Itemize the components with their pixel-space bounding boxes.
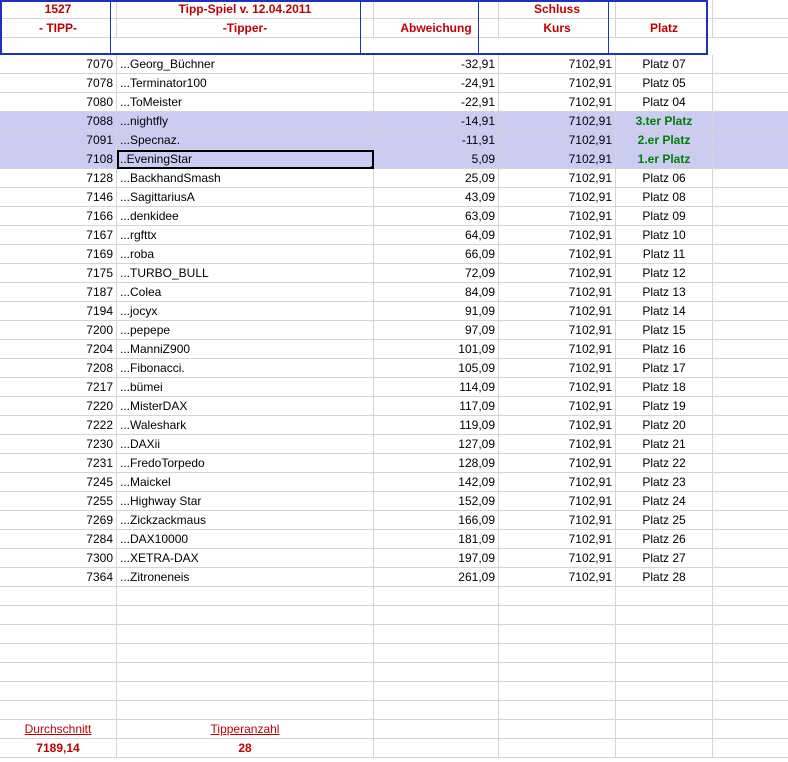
cell-tail[interactable]	[713, 416, 788, 435]
cell-platz[interactable]: 3.ter Platz	[616, 112, 713, 131]
cell-tipp[interactable]: 7166	[0, 207, 117, 226]
cell-kurs[interactable]: 7102,91	[499, 55, 616, 74]
empty-cell[interactable]	[616, 701, 713, 720]
empty-cell[interactable]	[713, 587, 788, 606]
header-divider-4	[608, 0, 609, 55]
cell-abweichung[interactable]: 43,09	[374, 188, 499, 207]
header-blank-platz	[616, 0, 713, 19]
table-row[interactable]	[0, 340, 788, 359]
empty-cell[interactable]	[374, 587, 499, 606]
empty-cell[interactable]	[713, 625, 788, 644]
cell-abweichung[interactable]: 128,09	[374, 454, 499, 473]
header-blank-abw	[374, 0, 499, 19]
cell-tipper[interactable]: ...DAXii	[117, 435, 374, 454]
cell-tipper[interactable]: ...XETRA-DAX	[117, 549, 374, 568]
cell-tipp[interactable]: 7078	[0, 74, 117, 93]
empty-row[interactable]	[0, 606, 788, 625]
cell-kurs[interactable]: 7102,91	[499, 340, 616, 359]
cell-kurs[interactable]: 7102,91	[499, 188, 616, 207]
cell-tipper[interactable]: ...TURBO_BULL	[117, 264, 374, 283]
table-row[interactable]	[0, 283, 788, 302]
cell-platz[interactable]: Platz 21	[616, 435, 713, 454]
summary-table	[0, 720, 788, 758]
cell-kurs[interactable]: 7102,91	[499, 302, 616, 321]
cell-kurs[interactable]: 7102,91	[499, 131, 616, 150]
cell-tail[interactable]	[713, 435, 788, 454]
table-row[interactable]	[0, 397, 788, 416]
cell-platz[interactable]: 2.er Platz	[616, 131, 713, 150]
cell-tipp[interactable]: 7187	[0, 283, 117, 302]
empty-cell[interactable]	[616, 682, 713, 701]
cell-tipp[interactable]: 7208	[0, 359, 117, 378]
cell-kurs[interactable]: 7102,91	[499, 416, 616, 435]
cell-platz[interactable]: 1.er Platz	[616, 150, 713, 169]
header-left-number: 1527	[0, 0, 117, 19]
cell-tipper[interactable]: ...pepepe	[117, 321, 374, 340]
cell-abweichung[interactable]: 261,09	[374, 568, 499, 587]
cell-tipp[interactable]: 7231	[0, 454, 117, 473]
cell-platz[interactable]: Platz 06	[616, 169, 713, 188]
cell-tipper[interactable]: ...MisterDAX	[117, 397, 374, 416]
cell-kurs[interactable]: 7102,91	[499, 473, 616, 492]
empty-cell[interactable]	[499, 663, 616, 682]
header-title: Tipp-Spiel v. 12.04.2011	[117, 0, 374, 19]
cell-tail[interactable]	[713, 207, 788, 226]
empty-cell[interactable]	[0, 644, 117, 663]
cell-tipp[interactable]: 7169	[0, 245, 117, 264]
cell-tail[interactable]	[713, 55, 788, 74]
cell-tipp[interactable]: 7080	[0, 93, 117, 112]
cell-tipper[interactable]: ...Specnaz.	[117, 131, 374, 150]
cell-kurs[interactable]: 7102,91	[499, 264, 616, 283]
cell-platz[interactable]: Platz 24	[616, 492, 713, 511]
cell-abweichung[interactable]: 25,09	[374, 169, 499, 188]
cell-tail[interactable]	[713, 530, 788, 549]
cell-kurs[interactable]: 7102,91	[499, 150, 616, 169]
empty-cell[interactable]	[0, 682, 117, 701]
table-row[interactable]	[0, 302, 788, 321]
cell-tipp[interactable]: 7091	[0, 131, 117, 150]
empty-cell[interactable]	[374, 606, 499, 625]
cell-tipper[interactable]: ...Zitroneneis	[117, 568, 374, 587]
cell-abweichung[interactable]: 166,09	[374, 511, 499, 530]
cell-tipp[interactable]: 7194	[0, 302, 117, 321]
empty-cell[interactable]	[117, 663, 374, 682]
column-header-platz: Platz	[616, 19, 713, 38]
cell-tail[interactable]	[713, 150, 788, 169]
cell-abweichung[interactable]: 152,09	[374, 492, 499, 511]
cell-platz[interactable]: Platz 16	[616, 340, 713, 359]
summary-durchschnitt-label: Durchschnitt	[0, 720, 117, 739]
cell-kurs[interactable]: 7102,91	[499, 112, 616, 131]
cell-platz[interactable]: Platz 10	[616, 226, 713, 245]
cell-tipp[interactable]: 7255	[0, 492, 117, 511]
empty-cell[interactable]	[117, 606, 374, 625]
cell-platz[interactable]: Platz 20	[616, 416, 713, 435]
cell-tipper[interactable]: ...roba	[117, 245, 374, 264]
empty-cell[interactable]	[616, 663, 713, 682]
cell-tail[interactable]	[713, 283, 788, 302]
summary-blank-4	[713, 720, 788, 739]
table-row[interactable]	[0, 188, 788, 207]
cell-tail[interactable]	[713, 454, 788, 473]
summary-tipperanzahl-label: Tipperanzahl	[117, 720, 374, 739]
cell-platz[interactable]: Platz 19	[616, 397, 713, 416]
cell-tipper[interactable]: ...ToMeister	[117, 93, 374, 112]
summary-blank-3	[616, 720, 713, 739]
cell-platz[interactable]: Platz 07	[616, 55, 713, 74]
cell-tipper[interactable]: ...jocyx	[117, 302, 374, 321]
cell-platz[interactable]: Platz 26	[616, 530, 713, 549]
summary-blank-7	[616, 739, 713, 758]
cell-kurs[interactable]: 7102,91	[499, 378, 616, 397]
cell-tipp[interactable]: 7230	[0, 435, 117, 454]
header-divider-1	[110, 0, 111, 55]
table-row[interactable]	[0, 169, 788, 188]
cell-tipper[interactable]: ...Colea	[117, 283, 374, 302]
empty-cell[interactable]	[499, 701, 616, 720]
empty-cell[interactable]	[0, 587, 117, 606]
cell-kurs[interactable]: 7102,91	[499, 169, 616, 188]
cell-abweichung[interactable]: 114,09	[374, 378, 499, 397]
cell-abweichung[interactable]: 66,09	[374, 245, 499, 264]
cell-platz[interactable]: Platz 23	[616, 473, 713, 492]
cell-tipp[interactable]: 7146	[0, 188, 117, 207]
cell-tipp[interactable]: 7167	[0, 226, 117, 245]
cell-tipper[interactable]: ...SagittariusA	[117, 188, 374, 207]
cell-tipp[interactable]: 7269	[0, 511, 117, 530]
cell-tipper[interactable]: ...Maickel	[117, 473, 374, 492]
cell-tail[interactable]	[713, 169, 788, 188]
cell-abweichung[interactable]: 142,09	[374, 473, 499, 492]
cell-platz[interactable]: Platz 28	[616, 568, 713, 587]
cell-tipp[interactable]: 7364	[0, 568, 117, 587]
cell-kurs[interactable]: 7102,91	[499, 93, 616, 112]
cell-tail[interactable]	[713, 359, 788, 378]
cell-abweichung[interactable]: -11,91	[374, 131, 499, 150]
cell-kurs[interactable]: 7102,91	[499, 321, 616, 340]
table-row[interactable]	[0, 245, 788, 264]
empty-cell[interactable]	[0, 701, 117, 720]
table-row[interactable]	[0, 416, 788, 435]
cell-tipp[interactable]: 7175	[0, 264, 117, 283]
empty-cell[interactable]	[374, 663, 499, 682]
cell-abweichung[interactable]: 101,09	[374, 340, 499, 359]
table-row[interactable]	[0, 264, 788, 283]
cell-abweichung[interactable]: -22,91	[374, 93, 499, 112]
table-row[interactable]	[0, 454, 788, 473]
header-row-1	[0, 0, 788, 19]
cell-platz[interactable]: Platz 13	[616, 283, 713, 302]
cell-abweichung[interactable]: 84,09	[374, 283, 499, 302]
empty-row[interactable]	[0, 682, 788, 701]
summary-durchschnitt-value: 7189,14	[0, 739, 117, 758]
table-row[interactable]	[0, 207, 788, 226]
summary-blank-1	[374, 720, 499, 739]
cell-kurs[interactable]: 7102,91	[499, 549, 616, 568]
cell-kurs[interactable]: 7102,91	[499, 226, 616, 245]
cell-kurs[interactable]: 7102,91	[499, 283, 616, 302]
cell-tipper[interactable]: ...Terminator100	[117, 74, 374, 93]
cell-tipper[interactable]: ...Zickzackmaus	[117, 511, 374, 530]
empty-cell[interactable]	[374, 644, 499, 663]
empty-cell[interactable]	[499, 606, 616, 625]
empty-cell[interactable]	[616, 587, 713, 606]
cell-kurs[interactable]: 7102,91	[499, 74, 616, 93]
cell-platz[interactable]: Platz 09	[616, 207, 713, 226]
cell-tipper[interactable]: ...BackhandSmash	[117, 169, 374, 188]
cell-tipper[interactable]: ...rgfttx	[117, 226, 374, 245]
column-header-abweichung: Abweichung	[374, 19, 499, 38]
cell-tail[interactable]	[713, 226, 788, 245]
empty-row[interactable]	[0, 644, 788, 663]
table-row[interactable]	[0, 549, 788, 568]
table-row[interactable]	[0, 74, 788, 93]
cell-platz[interactable]: Platz 05	[616, 74, 713, 93]
cell-platz[interactable]: Platz 04	[616, 93, 713, 112]
cell-tail[interactable]	[713, 321, 788, 340]
summary-blank-2	[499, 720, 616, 739]
cell-abweichung[interactable]: 63,09	[374, 207, 499, 226]
empty-cell[interactable]	[117, 625, 374, 644]
empty-row[interactable]	[0, 663, 788, 682]
cell-platz[interactable]: Platz 11	[616, 245, 713, 264]
cell-platz[interactable]: Platz 22	[616, 454, 713, 473]
table-row[interactable]	[0, 321, 788, 340]
empty-cell[interactable]	[713, 663, 788, 682]
column-header-tipp: - TIPP-	[0, 19, 117, 38]
cell-abweichung[interactable]: 105,09	[374, 359, 499, 378]
cell-kurs[interactable]: 7102,91	[499, 530, 616, 549]
cell-tail[interactable]	[713, 549, 788, 568]
cell-platz[interactable]: Platz 14	[616, 302, 713, 321]
data-table	[0, 55, 788, 720]
empty-cell[interactable]	[499, 587, 616, 606]
empty-cell[interactable]	[713, 701, 788, 720]
cell-tail[interactable]	[713, 568, 788, 587]
cell-abweichung[interactable]: -14,91	[374, 112, 499, 131]
empty-cell[interactable]	[0, 663, 117, 682]
cell-tipp[interactable]: 7108	[0, 150, 117, 169]
empty-cell[interactable]	[713, 682, 788, 701]
cell-platz[interactable]: Platz 18	[616, 378, 713, 397]
cell-kurs[interactable]: 7102,91	[499, 245, 616, 264]
cell-tipper[interactable]: ...bümei	[117, 378, 374, 397]
table-row[interactable]	[0, 112, 788, 131]
selection-handle[interactable]	[371, 166, 374, 169]
cell-abweichung[interactable]: -24,91	[374, 74, 499, 93]
summary-blank-6	[499, 739, 616, 758]
cell-tipp[interactable]: 7088	[0, 112, 117, 131]
cell-kurs[interactable]: 7102,91	[499, 207, 616, 226]
cell-tail[interactable]	[713, 397, 788, 416]
cell-kurs[interactable]: 7102,91	[499, 454, 616, 473]
summary-value-row	[0, 739, 788, 758]
table-row[interactable]	[0, 530, 788, 549]
empty-cell[interactable]	[374, 625, 499, 644]
cell-tipper[interactable]: ...Fibonacci.	[117, 359, 374, 378]
summary-label-row	[0, 720, 788, 739]
summary-blank-8	[713, 739, 788, 758]
table-row[interactable]	[0, 568, 788, 587]
cell-tipper[interactable]: ..EveningStar	[117, 150, 374, 169]
cell-kurs[interactable]: 7102,91	[499, 397, 616, 416]
cell-abweichung[interactable]: 91,09	[374, 302, 499, 321]
cell-abweichung[interactable]: 181,09	[374, 530, 499, 549]
cell-tail[interactable]	[713, 93, 788, 112]
cell-platz[interactable]: Platz 08	[616, 188, 713, 207]
cell-platz[interactable]: Platz 15	[616, 321, 713, 340]
empty-cell[interactable]	[374, 682, 499, 701]
header-blank-tail	[713, 0, 788, 19]
cell-tipper[interactable]: ...ManniZ900	[117, 340, 374, 359]
cell-tail[interactable]	[713, 188, 788, 207]
cell-tipp[interactable]: 7204	[0, 340, 117, 359]
empty-row[interactable]	[0, 587, 788, 606]
empty-row[interactable]	[0, 625, 788, 644]
header-divider-2	[360, 0, 361, 55]
cell-abweichung[interactable]: 197,09	[374, 549, 499, 568]
cell-tail[interactable]	[713, 473, 788, 492]
cell-kurs[interactable]: 7102,91	[499, 511, 616, 530]
header-divider-3	[478, 0, 479, 55]
cell-abweichung[interactable]: 5,09	[374, 150, 499, 169]
cell-tipper[interactable]: ...Georg_Büchner	[117, 55, 374, 74]
cell-tail[interactable]	[713, 492, 788, 511]
cell-abweichung[interactable]: 127,09	[374, 435, 499, 454]
cell-tipp[interactable]: 7300	[0, 549, 117, 568]
empty-cell[interactable]	[616, 625, 713, 644]
cell-tipp[interactable]: 7284	[0, 530, 117, 549]
cell-tipper[interactable]: ...DAX10000	[117, 530, 374, 549]
cell-tipper[interactable]: ...nightfly	[117, 112, 374, 131]
cell-tipp[interactable]: 7220	[0, 397, 117, 416]
cell-tail[interactable]	[713, 74, 788, 93]
empty-cell[interactable]	[117, 682, 374, 701]
cell-tipp[interactable]: 7245	[0, 473, 117, 492]
empty-cell[interactable]	[0, 625, 117, 644]
table-row[interactable]	[0, 473, 788, 492]
cell-tipper[interactable]: ...denkidee	[117, 207, 374, 226]
cell-platz[interactable]: Platz 27	[616, 549, 713, 568]
empty-cell[interactable]	[499, 644, 616, 663]
table-row[interactable]	[0, 492, 788, 511]
summary-tipperanzahl-value: 28	[117, 739, 374, 758]
cell-platz[interactable]: Platz 12	[616, 264, 713, 283]
cell-abweichung[interactable]: 64,09	[374, 226, 499, 245]
cell-platz[interactable]: Platz 17	[616, 359, 713, 378]
header-schluss: Schluss	[499, 0, 616, 19]
empty-cell[interactable]	[117, 587, 374, 606]
empty-cell[interactable]	[616, 606, 713, 625]
column-header-kurs: Kurs	[499, 19, 616, 38]
empty-cell[interactable]	[0, 606, 117, 625]
header-row-2	[0, 19, 788, 38]
table-row[interactable]	[0, 359, 788, 378]
cell-abweichung[interactable]: 97,09	[374, 321, 499, 340]
header-blank-tail-2	[713, 19, 788, 38]
cell-tipper[interactable]: ...Highway Star	[117, 492, 374, 511]
cell-tipp[interactable]: 7217	[0, 378, 117, 397]
cell-kurs[interactable]: 7102,91	[499, 359, 616, 378]
empty-cell[interactable]	[117, 701, 374, 720]
column-header-tipper: -Tipper-	[117, 19, 374, 38]
empty-cell[interactable]	[499, 682, 616, 701]
cell-tail[interactable]	[713, 245, 788, 264]
header-block	[0, 0, 788, 55]
cell-tipper[interactable]: ...FredoTorpedo	[117, 454, 374, 473]
cell-kurs[interactable]: 7102,91	[499, 492, 616, 511]
cell-tipp[interactable]: 7222	[0, 416, 117, 435]
empty-cell[interactable]	[374, 701, 499, 720]
cell-tail[interactable]	[713, 302, 788, 321]
cell-abweichung[interactable]: -32,91	[374, 55, 499, 74]
empty-cell[interactable]	[499, 625, 616, 644]
cell-tail[interactable]	[713, 112, 788, 131]
cell-kurs[interactable]: 7102,91	[499, 435, 616, 454]
cell-abweichung[interactable]: 119,09	[374, 416, 499, 435]
table-row[interactable]	[0, 226, 788, 245]
cell-kurs[interactable]: 7102,91	[499, 568, 616, 587]
table-row[interactable]	[0, 55, 788, 74]
table-row[interactable]	[0, 93, 788, 112]
cell-abweichung[interactable]: 72,09	[374, 264, 499, 283]
cell-tail[interactable]	[713, 131, 788, 150]
cell-abweichung[interactable]: 117,09	[374, 397, 499, 416]
table-row[interactable]	[0, 378, 788, 397]
cell-tipp[interactable]: 7128	[0, 169, 117, 188]
empty-cell[interactable]	[713, 606, 788, 625]
cell-tail[interactable]	[713, 264, 788, 283]
cell-tail[interactable]	[713, 511, 788, 530]
empty-cell[interactable]	[713, 644, 788, 663]
empty-cell[interactable]	[616, 644, 713, 663]
table-row[interactable]	[0, 435, 788, 454]
cell-platz[interactable]: Platz 25	[616, 511, 713, 530]
cell-tail[interactable]	[713, 340, 788, 359]
table-row[interactable]	[0, 150, 788, 169]
table-row[interactable]	[0, 131, 788, 150]
empty-cell[interactable]	[117, 644, 374, 663]
summary-blank-5	[374, 739, 499, 758]
empty-row[interactable]	[0, 701, 788, 720]
cell-tipp[interactable]: 7200	[0, 321, 117, 340]
table-row[interactable]	[0, 511, 788, 530]
cell-tipper[interactable]: ...Waleshark	[117, 416, 374, 435]
cell-tipp[interactable]: 7070	[0, 55, 117, 74]
cell-tail[interactable]	[713, 378, 788, 397]
